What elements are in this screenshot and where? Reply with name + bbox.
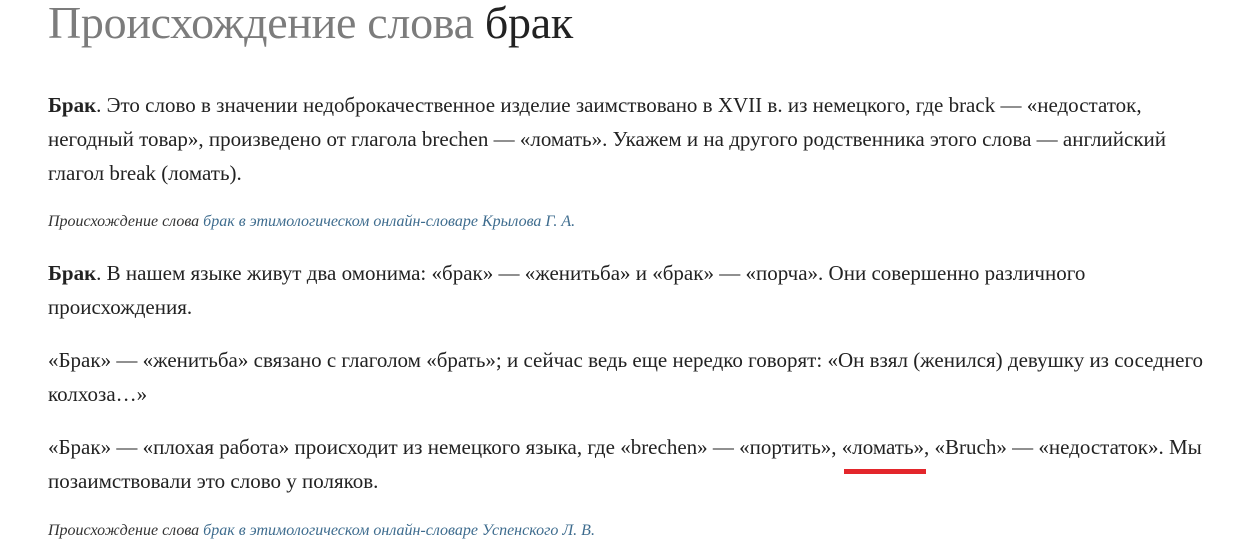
red-underline-mark [844, 469, 926, 474]
source-prefix: Происхождение слова [48, 522, 200, 539]
headword: Брак [48, 93, 97, 117]
page-title [48, 0, 573, 46]
source-link-uspensky[interactable]: брак в этимологическом онлайн-словаре Успенского Л. В. [203, 522, 595, 539]
article-krylov-text: . Это слово в значении недоброкачественное изделие заимствовано в XVII в. из немецкого, где brack — «недостаток, негодный товар», произведено от глагола brechen — «ломать». Укажем и на другого родственника этого слова — английский глагол break (ломать). [48, 93, 1166, 185]
article-uspensky-text-3b: , «Bruch» — «недостаток». Мы позаимствовали это слово у поляков. [48, 435, 1202, 493]
article-uspensky-text-1: . В нашем языке живут два омонима: «брак» — «женитьба» и «брак» — «порча». Они совершенно различного происхождения. [48, 261, 1086, 319]
source-link-krylov[interactable]: брак в этимологическом онлайн-словаре Крылова Г. А. [203, 213, 576, 230]
highlighted-word-text: «ломать» [841, 435, 925, 459]
page-title-word: брак [484, 0, 573, 48]
article-uspensky-paragraph-2: «Брак» — «женитьба» связано с глаголом «брать»; и сейчас ведь еще нередко говорят: «Он взял (женился) девушку из соседнего колхоза…» [48, 348, 1204, 406]
headword: Брак [48, 261, 97, 285]
page-title-prefix: Происхождение слова [48, 0, 474, 48]
highlighted-word [842, 430, 924, 464]
article-krylov-paragraph [48, 88, 1208, 190]
article-uspensky-paragraph-1 [48, 256, 1208, 324]
article-uspensky-text-3a: «Брак» — «плохая работа» происходит из немецкого языка, где «brechen» — «портить», [48, 435, 842, 459]
source-line-uspensky [48, 521, 595, 541]
source-line-krylov [48, 212, 575, 232]
article-uspensky-paragraph-3 [48, 430, 1208, 498]
source-prefix: Происхождение слова [48, 213, 200, 230]
